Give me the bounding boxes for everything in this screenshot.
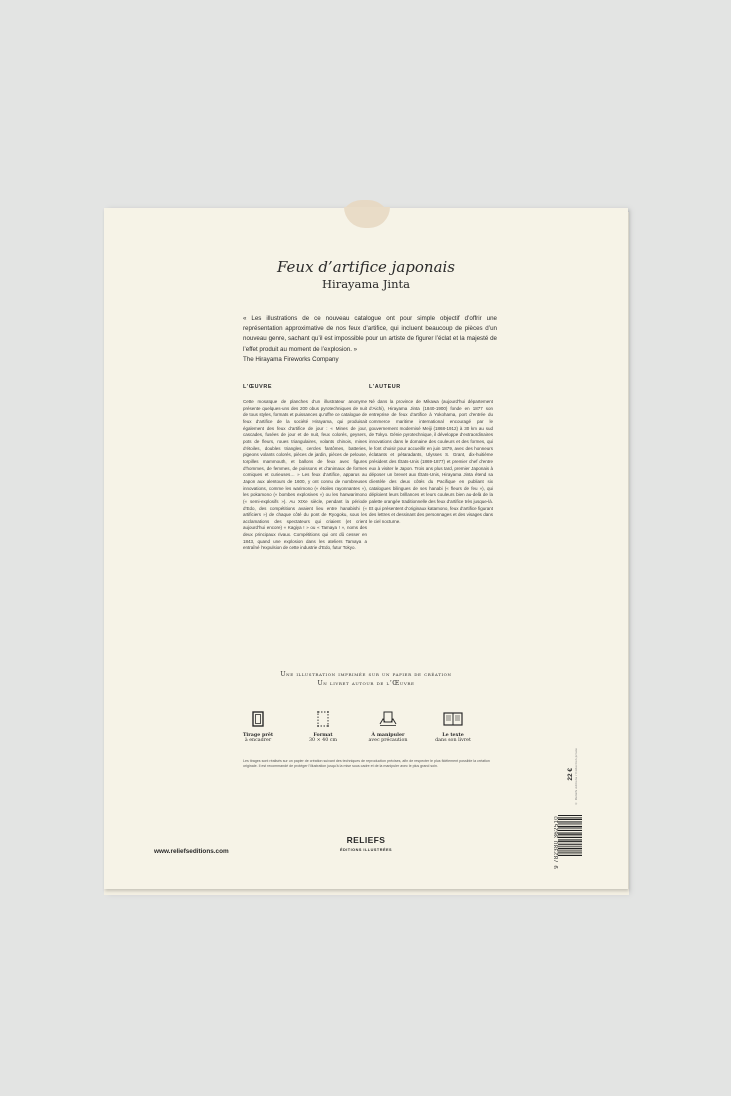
feature-booklet [423,711,483,744]
oeuvre-text: Cette mosaïque de planches d’un illustrateur anonyme présente quelques-uns des 200 obus pyrotechniques de nuit de tous styles, formats et puissances qu’offre ce catalogue de feux d’artifice de la société Hirayama, qui produisait également des feux d’artifice de jour : « Mines de jour, cascades, fusées de jour et de nuit, feux colorés, geysers, pots de fleurs, roues triangulaires, volants chinois, mines d’étoiles, doubles triangles, cercles fantômes, batteries, pigeons volants colorés, pièces de jardin, pièces de pelouse, torpilles mammouth, et ballons de feux avec figures d’hommes, de femmes, de poissons et d’animaux de formes comiques et curieuses… » Les feux d’artifice, apparus au Japon aux alentours de 1600, y ont connu de nombreuses innovations, comme les warimono (« étoiles rayonnantes »), les pokamono (« bombes explosives ») ou les hanwarimono (« semi-explosifs »). Au XIXe siècle, pendant la période d’Edo, des compétitions avaient lieu entre hanabishi (« artificiers ») de chaque côté du pont de Ryogoku, sous les acclamations des spectateurs qui criaient (et crient aujourd’hui encore) « Kagiya ! » ou « Tamaya ! », noms des deux principaux rivaux. Compétitions qui ont dû cesser en 1843, quand une explosion dans les ateliers Tamaya a entraîné l’expulsion de cette industrie d’Edo, futur Tokyo. [243,399,367,551]
feature-label: À manipuler [371,732,405,738]
feature-format [293,711,353,744]
quote-text: « Les illustrations de ce nouveau catalogue ont pour simple objectif d’offrir une représentation approximative de nos feux d’artifice, qui incluent beaucoup de pièces d’un nouveau genre, sachant qu’il est impossible pour un artiste de figurer l’éclat et la majesté de l’effet produit au moment de l’explosion. » [243,315,497,353]
format-icon [315,711,331,727]
tagline-print: Une illustration imprimée sur un papier de création [280,671,452,678]
author-name: Hirayama Jinta [321,277,410,291]
auteur-heading: L’AUTEUR [369,384,401,390]
feature-detail: 30 × 40 cm [308,738,338,743]
feature-detail: à encadrer [244,738,272,743]
quote-source: The Hirayama Fireworks Company [243,355,339,363]
barcode-number: 9 782380 362510 [554,816,560,869]
feature-label: Format [313,732,333,738]
oeuvre-heading: L’ŒUVRE [243,384,273,390]
portfolio-title: Feux d’artifice japonais [276,258,456,276]
auteur-text: Né dans la province de Mikawa (aujourd’hui département d’Aichi), Hirayama Jinta (1840-1900) fonde en 1877 son entreprise de feux d’artifice à Yokohama, port d’entrée du commerce maritime international encouragé par le gouvernement modernisé Meiji (1868-1912) à 30 km au sud de Tokyo. Génie pyrotechnique, il développe d’extraordinaires innovations dans le domaine des couleurs et des formes, qui le font choisir pour accueillir en juin 1879, avec des honneurs éclatants et pétaradants, Ulysses S. Grant, dix-huitième président des États-Unis (1869-1877) et premier chef d’entre eux à visiter le Japon. Trois ans plus tard, premier Japonais à déposer un brevet aux États-Unis, Hirayama Jinta étend sa clientèle des deux côtés du Pacifique en publiant six catalogues bilingues de ses hanabi (« fleurs de feu »), qui déploient leurs brillances et leurs couleurs bien au-delà de la palette orangée traditionnelle des feux d’artifice très jusque-là. Et qui présentent d’originaux katamono, feux d’artifice figurant des lettres et dessinant des personnages et des visages dans le ciel nocturne. [369,399,493,524]
publisher-logo: RELIEFS [346,835,386,845]
quote-block [243,314,497,365]
fineprint: Les tirages sont réalisés sur un papier de création suivant des techniques de reproduction précises, afin de respecter le plus fidèlement possible la création originale. Il est recommandé de protéger l’illustration jusqu’à la mise sous cadre et de la manipuler avec le plus grand soin. [243,759,490,769]
copyright-credit: © Reliefs éditions / Collection privée [574,748,578,806]
feature-label: Le texte [442,732,464,738]
feature-handle-care [358,711,418,744]
feature-icons [228,711,528,761]
website-link[interactable]: www.reliefseditions.com [154,848,229,855]
thumb-notch [344,207,390,228]
feature-label: Tirage prêt [242,732,274,738]
frame-icon [250,711,266,727]
booklet-icon [443,711,463,727]
auteur-column [369,384,493,525]
hands-icon [379,711,397,727]
publisher-subtitle: ÉDITIONS ILLUSTRÉES [339,848,393,852]
price: 22 € [567,768,574,781]
portfolio-cover [104,208,628,889]
feature-ready-to-frame [228,711,288,744]
oeuvre-column [243,384,367,552]
feature-detail: avec précaution [368,738,408,743]
tagline-booklet: Un livret autour de l’Œuvre [317,680,415,687]
feature-detail: dans son livret [435,738,471,743]
